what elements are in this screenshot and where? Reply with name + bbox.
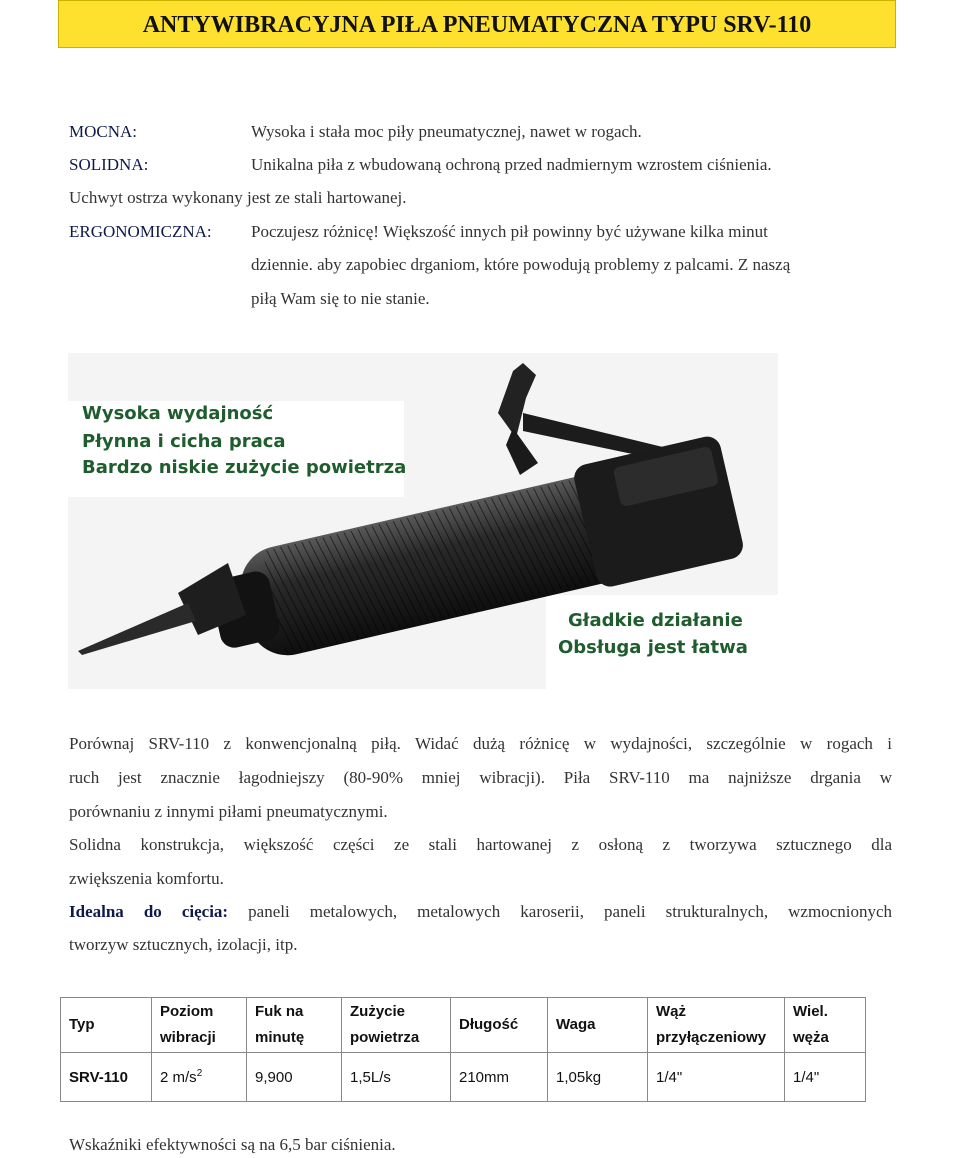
product-photo (68, 353, 778, 689)
cell-vibration: 2 $m/s^2$ (152, 1053, 247, 1102)
cell-hose-size: 1/4" (785, 1053, 866, 1102)
col-air: Zużycie powietrza (342, 998, 451, 1053)
page-title: ANTYWIBRACYJNA PIŁA PNEUMATYCZNA TYPU SRV-110 (58, 0, 896, 48)
paragraph-ideal-line2: tworzyw sztucznych, izolacji, itp. (69, 935, 298, 954)
ideal-text: paneli metalowych, metalowych karoserii, paneli strukturalnych, wzmocnionych (228, 902, 892, 921)
col-length: Długość (451, 998, 548, 1053)
col-typ: Typ (61, 998, 152, 1053)
paragraph-construction-line1: Solidna konstrukcja, większość części ze stali hartowanej z osłoną z tworzywa sztucznego dla (69, 835, 892, 854)
ideal-label: Idealna do cięcia: (69, 902, 229, 921)
paragraph-compare-line3: porównaniu z innymi piłami pneumatycznymi. (69, 802, 388, 821)
caption-bottom-1: Gładkie działanie (568, 610, 743, 631)
cell-length: 210mm (451, 1053, 548, 1102)
feature-solidna-cont: Uchwyt ostrza wykonany jest ze stali hartowanej. (69, 188, 407, 207)
feature-ergonomiczna-cont2: piłą Wam się to nie stanie. (251, 289, 430, 308)
col-hose-size: Wiel. węża (785, 998, 866, 1053)
cell-typ: SRV-110 (61, 1053, 152, 1102)
footnote: Wskaźniki efektywności są na 6,5 bar ciśnienia. (69, 1135, 396, 1154)
paragraph-compare-line2: ruch jest znacznie łagodniejszy (80-90% mniej wibracji). Piła SRV-110 ma najniższe drgania w (69, 768, 892, 787)
cell-weight: 1,05kg (548, 1053, 648, 1102)
caption-bottom-2: Obsługa jest łatwa (558, 637, 748, 658)
col-vibration: Poziom wibracji (152, 998, 247, 1053)
cell-air: 1,5L/s (342, 1053, 451, 1102)
paragraph-ideal-line1 (69, 901, 892, 923)
feature-label: MOCNA: (69, 122, 138, 141)
paragraph-compare-line1: Porównaj SRV-110 z konwencjonalną piłą. Widać dużą różnicę w wydajności, szczególnie w rogach i (69, 734, 892, 753)
table-row (61, 1053, 866, 1102)
cell-rpm: 9,900 (247, 1053, 342, 1102)
feature-text: Wysoka i stała moc piły pneumatycznej, nawet w rogach. (251, 122, 642, 141)
feature-label: SOLIDNA: (69, 155, 149, 174)
spec-table (60, 997, 866, 1102)
caption-top-2: Płynna i cicha praca (82, 431, 286, 452)
col-hose: Wąż przyłączeniowy (648, 998, 785, 1053)
feature-text: Poczujesz różnicę! Większość innych pił powinny być używane kilka minut (251, 222, 768, 241)
feature-label: ERGONOMICZNA: (69, 222, 212, 241)
col-weight: Waga (548, 998, 648, 1053)
caption-top-1: Wysoka wydajność (82, 403, 274, 424)
caption-top-3: Bardzo niskie zużycie powietrza (82, 457, 407, 478)
feature-ergonomiczna-cont1: dziennie. aby zapobiec drganiom, które powodują problemy z palcami. Z naszą (251, 255, 791, 274)
col-rpm: Fuk na minutę (247, 998, 342, 1053)
paragraph-construction-line2: zwiększenia komfortu. (69, 869, 224, 888)
table-header-row (61, 998, 866, 1053)
cell-hose: 1/4" (648, 1053, 785, 1102)
feature-text: Unikalna piła z wbudowaną ochroną przed nadmiernym wzrostem ciśnienia. (251, 155, 772, 174)
